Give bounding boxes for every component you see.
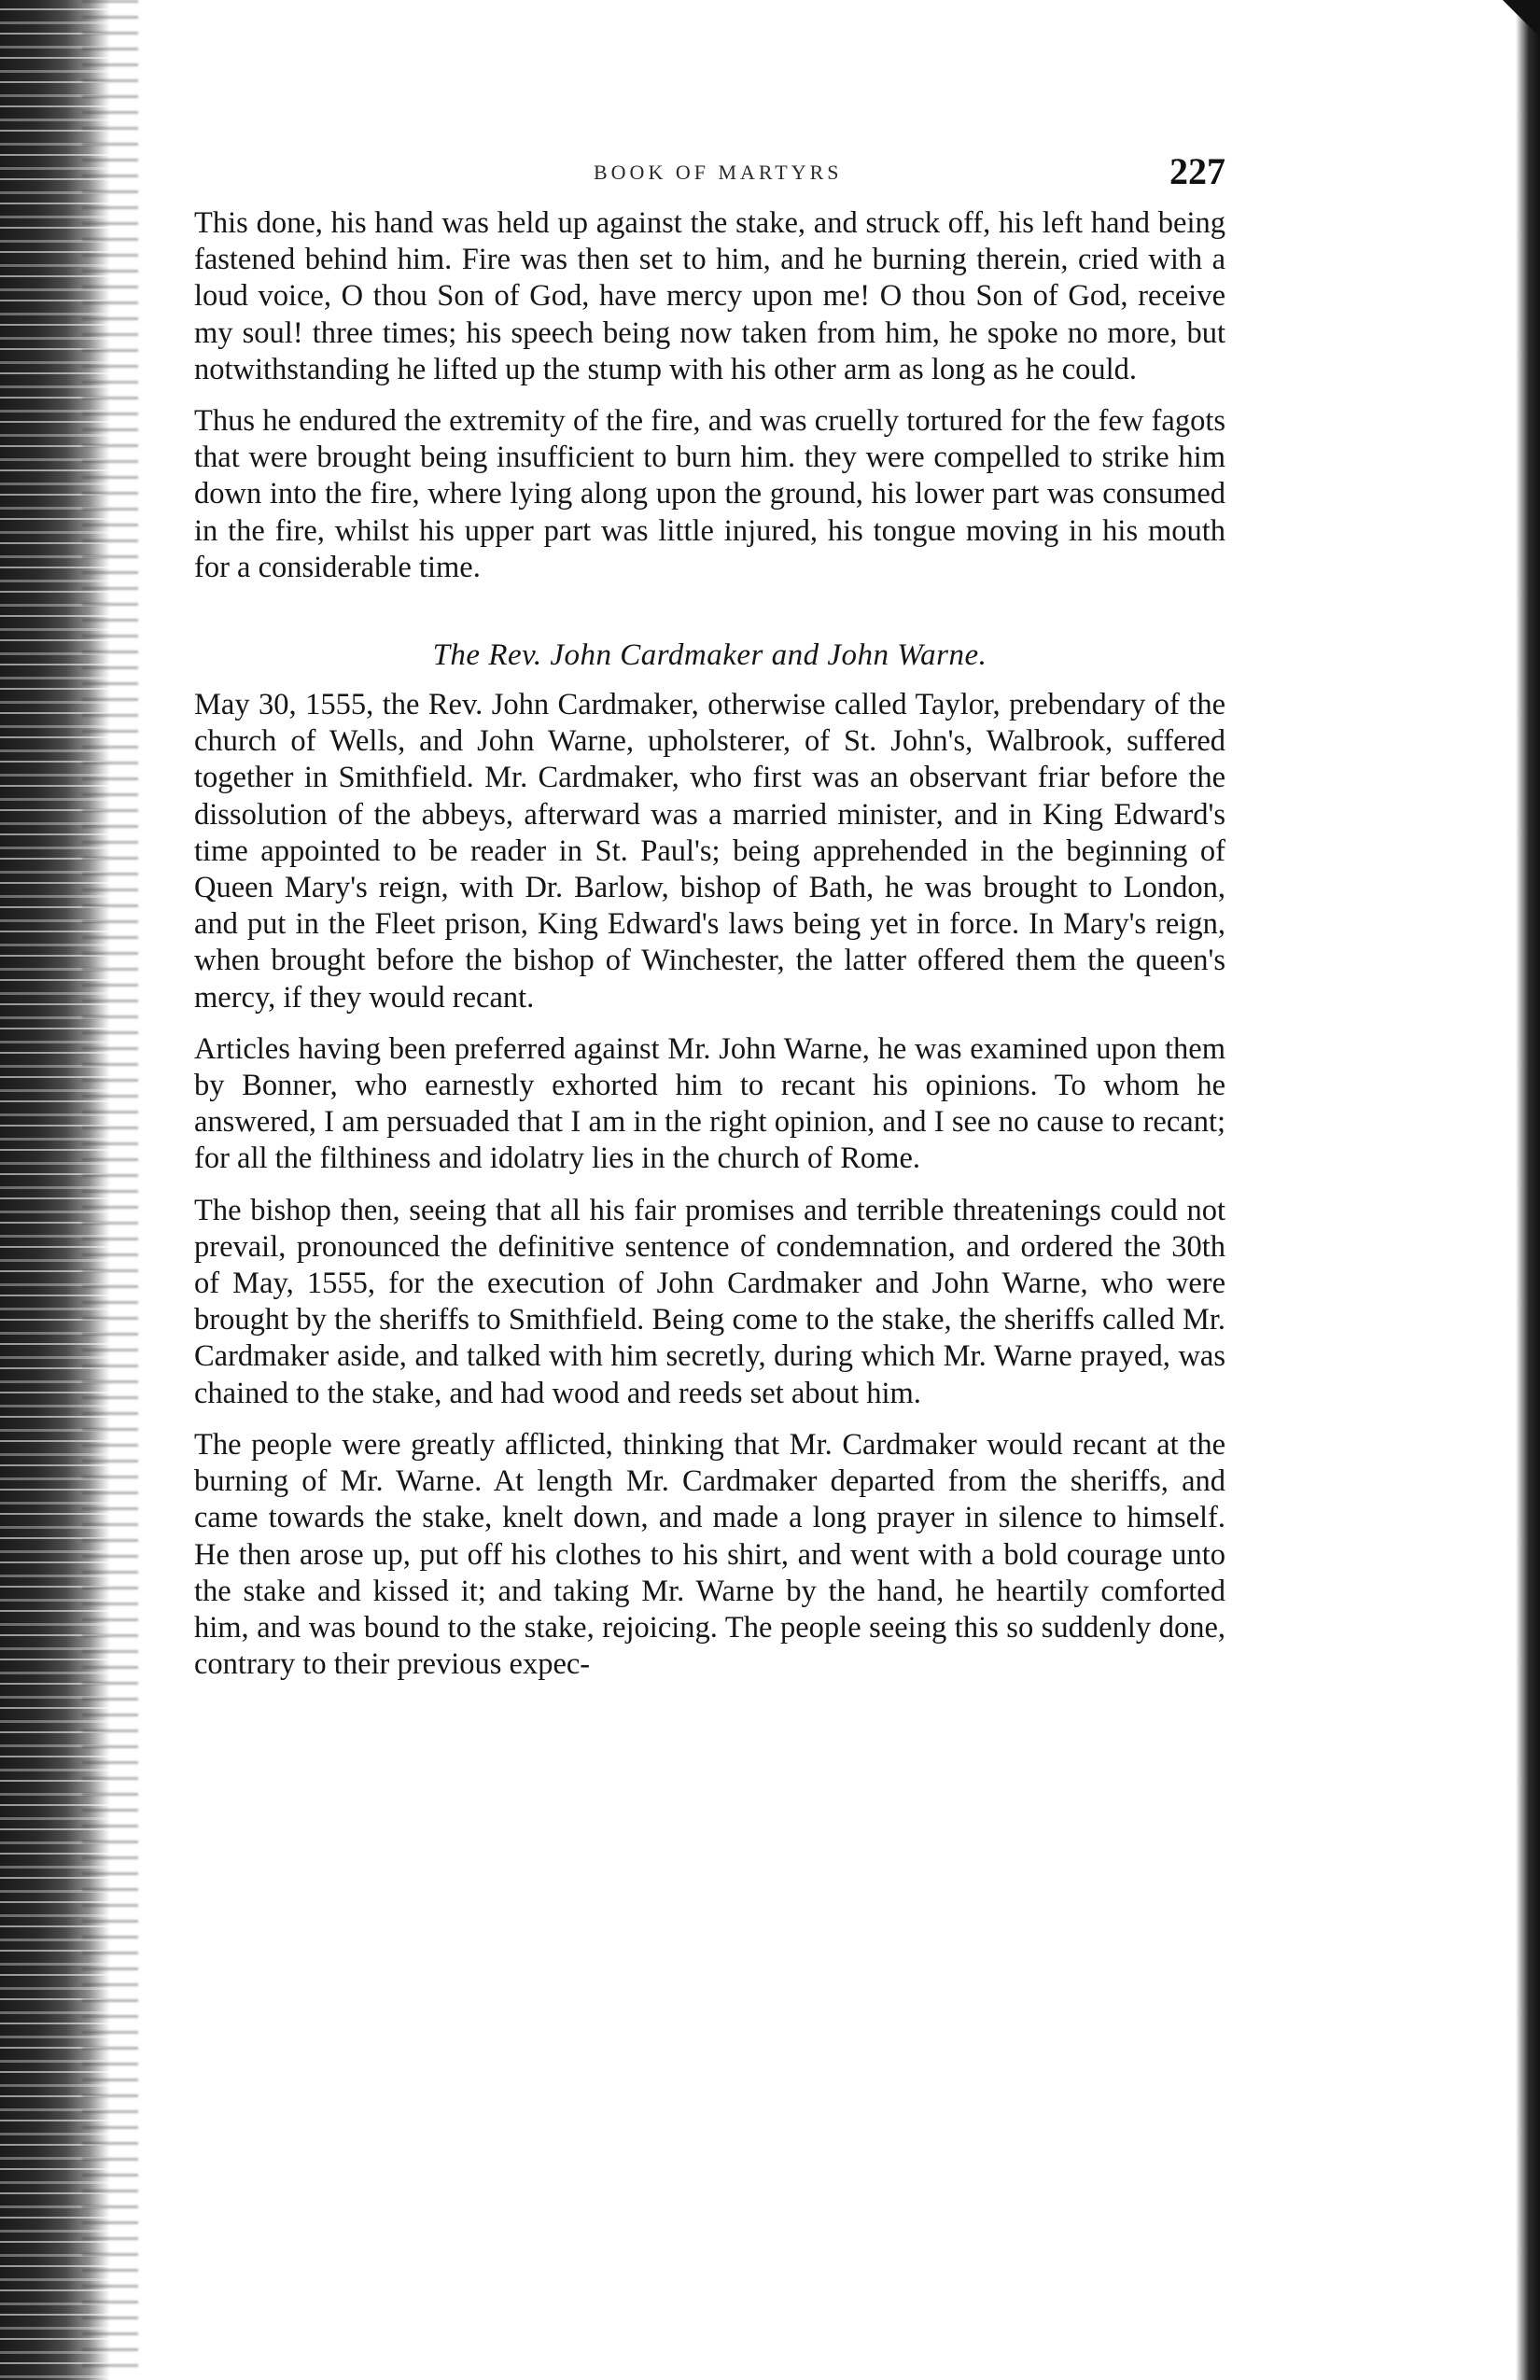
paragraph-4: Articles having been preferred against Mr. John Warne, he was examined upon them by Bonner, who earnestly exhorted him to recant his opinions. To whom he answered, I am persuaded that I am in the right opinion, and I see no cause to recant; for all the filthiness and idolatry lies in the church of Rome. <box>194 1031 1225 1176</box>
paragraph-6: The people were greatly afflicted, thinking that Mr. Cardmaker would recant at the burning of Mr. Warne. At length Mr. Cardmaker departed from the sheriffs, and came towards the stake, knelt down, and made a long prayer in silence to himself. He then arose up, put off his clothes to his shirt, and went with a bold courage unto the stake and kissed it; and taking Mr. Warne by the hand, he heartily comforted him, and was bound to the stake, rejoicing. The people seeing this so suddenly done, contrary to their previous expec- <box>194 1427 1225 1682</box>
paragraph-2: Thus he endured the extremity of the fire, and was cruelly tortured for the few fagots that were brought being insufficient to burn him. they were compelled to strike him down into the fire, where lying along upon the ground, his lower part was consumed in the fire, whilst his upper part was little injured, his tongue moving in his mouth for a considerable time. <box>194 404 1225 584</box>
binding-edge <box>0 0 110 2380</box>
page-edge-right <box>1516 0 1540 2380</box>
running-head-title: BOOK OF MARTYRS <box>594 161 843 184</box>
running-head <box>194 149 1225 205</box>
section-heading: The Rev. John Cardmaker and John Warne. <box>432 638 987 673</box>
page-number: 227 <box>1169 150 1225 192</box>
paragraph-1: This done, his hand was held up against the stake, and struck off, his left hand being fastened behind him. Fire was then set to him, and he burning therein, cried with a loud voice, O thou Son of God, have mercy upon me! O thou Son of God, receive my soul! three times; his speech being now taken from him, he spoke no more, but notwithstanding he lifted up the stump with his other arm as long as he could. <box>194 206 1225 386</box>
paragraph-3: May 30, 1555, the Rev. John Cardmaker, otherwise called Taylor, prebendary of the church of Wells, and John Warne, upholsterer, of St. John's, Walbrook, suffered together in Smithfield. Mr. Cardmaker, who first was an observant friar before the dissolution of the abbeys, afterward was a married minister, and in King Edward's time appointed to be reader in St. Paul's; being apprehended in the beginning of Queen Mary's reign, with Dr. Barlow, bishop of Bath, he was brought to London, and put in the Fleet prison, King Edward's laws being yet in force. In Mary's reign, when brought before the bishop of Winchester, the latter offered them the queen's mercy, if they would recant. <box>194 688 1225 1015</box>
book-page <box>194 149 1225 2343</box>
paragraph-5: The bishop then, seeing that all his fair promises and terrible threatenings could not prevail, pronounced the definitive sentence of condemnation, and ordered the 30th of May, 1555, for the execution of John Cardmaker and John Warne, who were brought by the sheriffs to Smithfield. Being come to the stake, the sheriffs called Mr. Cardmaker aside, and talked with him secretly, during which Mr. Warne prayed, was chained to the stake, and had wood and reeds set about him. <box>194 1193 1225 1410</box>
